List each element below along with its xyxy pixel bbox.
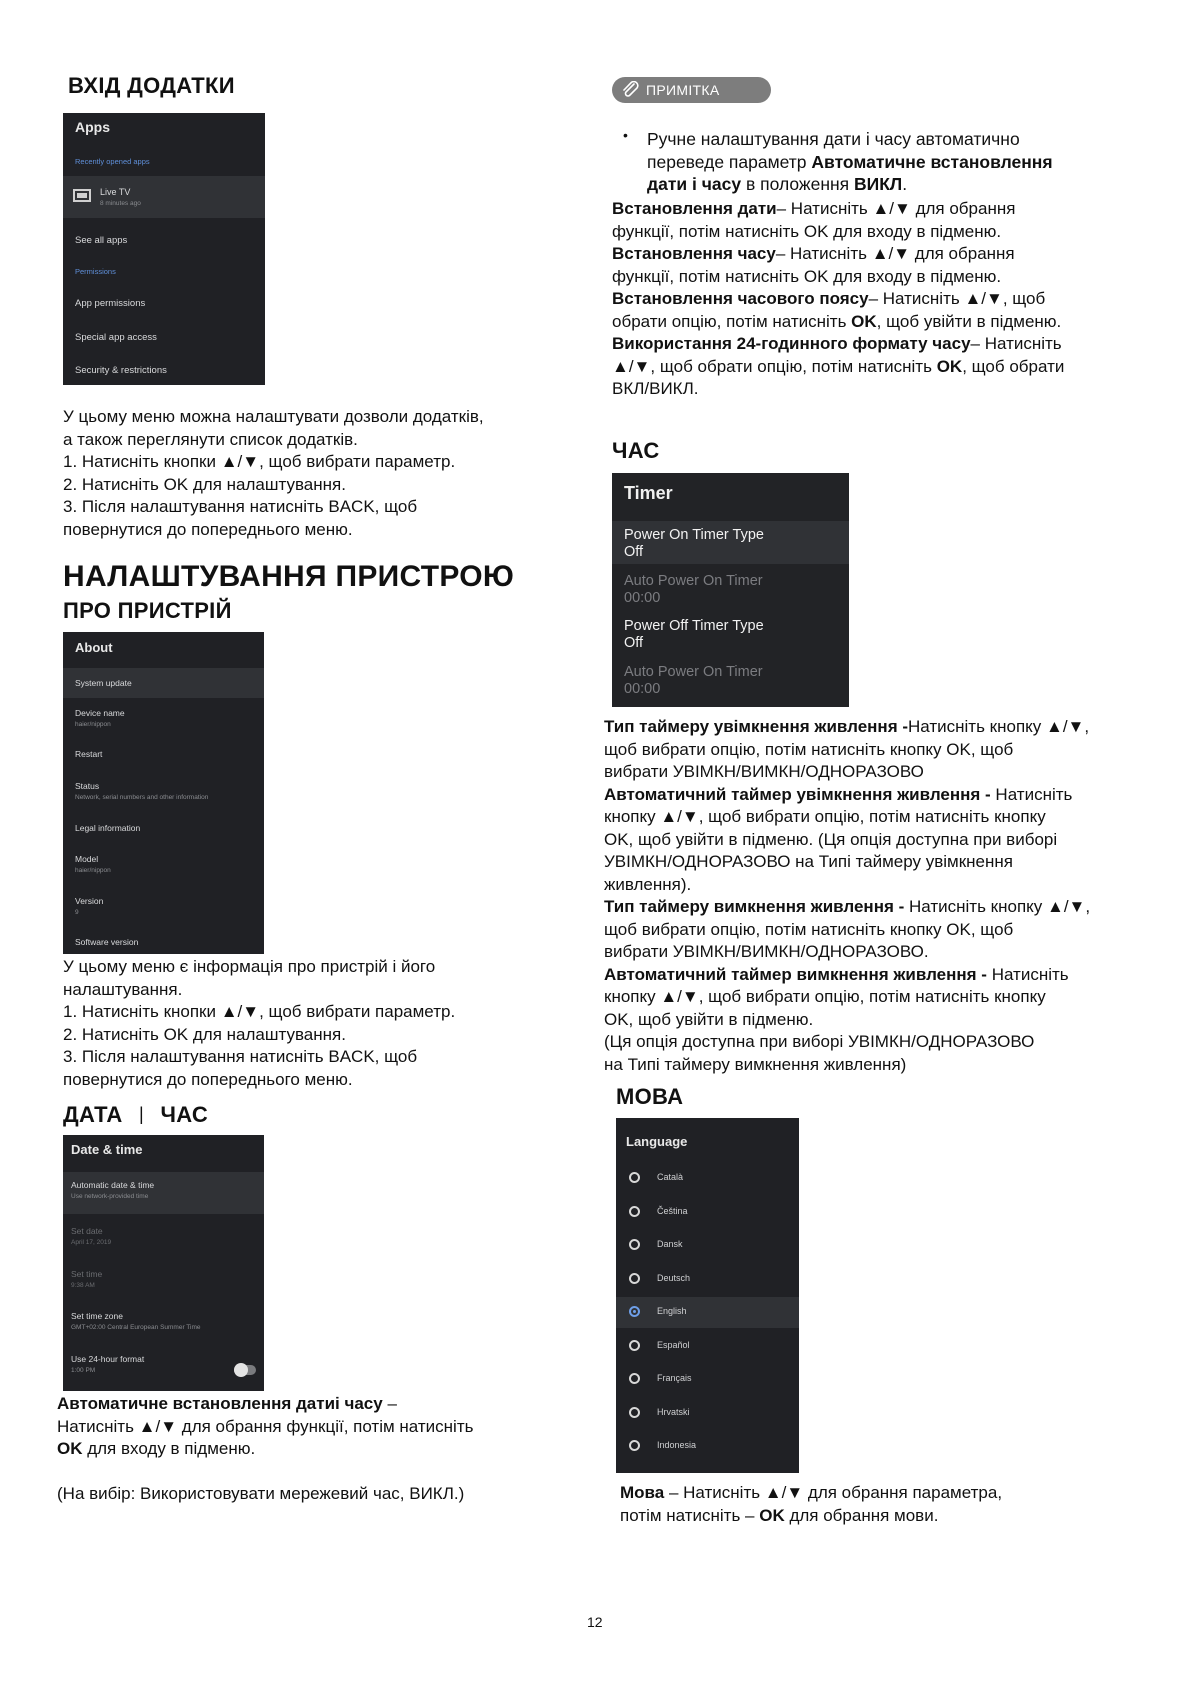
language-option	[616, 1230, 799, 1261]
about-screen-title: About	[75, 640, 113, 655]
recent-apps-category: Recently opened apps	[75, 157, 150, 166]
language-option-label: Čeština	[657, 1205, 688, 1216]
auto-power-off-timer: Auto Power On Timer 00:00	[624, 664, 763, 697]
language-option-label: English	[657, 1306, 687, 1316]
date-time-settings-text: Встановлення дати– Натисніть ▲/▼ для обрання функції, потім натисніть OK для входу в підменю. Встановлення часу– Натисніть ▲/▼ для обрання функції, потім натисніть OK для входу в підменю. Встановлення часового поясу– Натисніть ▲/▼, щоб обрати опцію, потім натисніть OK, щоб увійти в підменю. Використання 24-годинного формату часу– Натисніть ▲/▼, щоб обрати опцію, потім натисніть OK, щоб обрати ВКЛ/ВИКЛ.	[612, 199, 1065, 398]
apps-screenshot	[63, 113, 265, 385]
legal-information: Legal information	[75, 823, 141, 833]
radio-icon	[629, 1306, 640, 1317]
language-option-label: Indonesia	[657, 1440, 697, 1450]
radio-icon	[629, 1440, 640, 1451]
about-screenshot	[63, 632, 264, 954]
status: Status Network, serial numbers and other information	[75, 781, 209, 801]
language-option	[616, 1431, 799, 1462]
apps-screen-title: Apps	[75, 119, 110, 135]
note-bullet: •	[623, 127, 628, 143]
apps-description: У цьому меню можна налаштувати дозволи додатків, а також переглянути список додатків. 1. Натисніть кнопки ▲/▼, щоб вибрати параметр. 2. Натисніть OK для налаштування. 3. Після налаштування натисніть BACK, щоб повернутися до попереднього меню.	[63, 407, 484, 539]
software-version: Software version	[75, 937, 139, 947]
language-option-label: Deutsch	[657, 1272, 691, 1283]
special-app-access: Special app access	[75, 332, 157, 343]
language-option-label: Dansk	[657, 1239, 683, 1249]
permissions-category: Permissions	[75, 267, 116, 276]
live-tv-item	[63, 176, 265, 218]
page-number: 12	[587, 1614, 603, 1630]
see-all-apps: See all apps	[75, 235, 128, 246]
power-off-timer-type: Power Off Timer Type Off	[624, 618, 764, 651]
timer-screenshot	[612, 473, 849, 707]
language-option	[616, 1364, 799, 1395]
language-option	[616, 1163, 799, 1194]
auto-date-description: Автоматичне встановлення датиі часу – Натисніть ▲/▼ для обрання функції, потім натисніть OK для входу в підменю.	[57, 1394, 474, 1458]
language-description: Мова – Натисніть ▲/▼ для обрання параметра, потім натисніть – OK для обрання мови.	[620, 1483, 1003, 1525]
set-time: Set time 9:38 AM	[71, 1269, 103, 1289]
language-option-label: Català	[657, 1172, 684, 1182]
language-option	[616, 1331, 799, 1362]
radio-icon	[629, 1273, 640, 1284]
restart: Restart	[75, 749, 103, 759]
language-option	[616, 1297, 799, 1328]
live-tv-label: Live TV	[100, 187, 131, 197]
about-description: У цьому меню є інформація про пристрій і його налаштування. 1. Натисніть кнопки ▲/▼, щоб вибрати параметр. 2. Натисніть OK для налаштування. 3. Після налаштування натисніть BACK, щоб повернутися до попереднього меню.	[63, 957, 456, 1089]
app-permissions: App permissions	[75, 298, 146, 309]
radio-icon	[629, 1206, 640, 1217]
radio-icon	[629, 1407, 640, 1418]
about-heading: ПРО ПРИСТРІЙ	[63, 598, 232, 623]
use-24-hour-format: Use 24-hour format 1:00 PM	[71, 1354, 145, 1374]
radio-icon	[629, 1172, 640, 1183]
date-time-screenshot	[63, 1135, 264, 1391]
language-screenshot	[616, 1118, 799, 1473]
language-option-label: Français	[657, 1373, 692, 1383]
language-screen-title: Language	[626, 1134, 688, 1149]
language-option-label: Hrvatski	[657, 1406, 690, 1417]
language-option	[616, 1197, 799, 1228]
device-name: Device name haier/nippon	[75, 708, 125, 728]
model: Model haier/nippon	[75, 854, 111, 874]
set-date: Set date April 17, 2019	[71, 1226, 112, 1246]
system-update: System update	[75, 678, 132, 688]
auto-date-options: (На вибір: Використовувати мережевий час, ВИКЛ.)	[57, 1484, 465, 1503]
language-option	[616, 1398, 799, 1429]
auto-power-on-timer: Auto Power On Timer 00:00	[624, 573, 763, 606]
timer-heading: ЧАС	[612, 438, 660, 463]
set-time-zone: Set time zone GMT+02:00 Central European Summer Time	[71, 1311, 201, 1331]
paperclip-icon	[621, 81, 641, 99]
timer-description: Тип таймеру увімкнення живлення -Натисніть кнопку ▲/▼, щоб вибрати опцію, потім натисніть кнопку OK, щоб вибрати УВІМКН/ВИМКН/ОДНОРАЗОВО Автоматичний таймер увімкнення живлення - Натисніть кнопку ▲/▼, щоб вибрати опцію, потім натисніть кнопку OK, щоб увійти в підменю. (Ця опція доступна при виборі УВІМКН/ОДНОРАЗОВО на Типі таймеру увімкнення живлення). Тип таймеру вимкнення живлення - Натисніть кнопку ▲/▼, щоб вибрати опцію, потім натисніть кнопку OK, щоб вибрати УВІМКН/ВИМКН/ОДНОРАЗОВО. Автоматичний таймер вимкнення живлення - Натисніть кнопку ▲/▼, щоб вибрати опцію, потім натисніть кнопку OK, щоб увійти в підменю. (Ця опція доступна при виборі УВІМКН/ОДНОРАЗОВО на Типі таймеру вимкнення живлення)	[604, 717, 1091, 1074]
security-restrictions: Security & restrictions	[75, 365, 167, 376]
apps-heading: ВХІД ДОДАТКИ	[68, 73, 235, 98]
note-text: • Ручне налаштування дати і часу автоматично переведе параметр Автоматичне встановлення дати і часу в положення ВИКЛ.	[632, 128, 1053, 196]
date-screen-title: Date & time	[71, 1142, 143, 1157]
automatic-date-time: Automatic date & time Use network-provided time	[71, 1180, 155, 1200]
tv-icon	[73, 189, 91, 203]
live-tv-time: 8 minutes ago	[100, 200, 141, 207]
language-option	[616, 1264, 799, 1295]
device-settings-heading: НАЛАШТУВАННЯ ПРИСТРОЮ	[63, 560, 515, 593]
note-label: ПРИМІТКА	[612, 77, 771, 103]
date-time-heading: ДАТА | ЧАС	[63, 1102, 209, 1127]
language-option-label: Español	[657, 1339, 690, 1350]
version: Version 9	[75, 896, 104, 916]
language-heading: МОВА	[616, 1084, 684, 1109]
radio-icon	[629, 1239, 640, 1250]
timer-screen-title: Timer	[624, 483, 673, 503]
24-hour-toggle	[234, 1365, 256, 1375]
radio-icon	[629, 1373, 640, 1384]
power-on-timer-type: Power On Timer Type Off	[624, 527, 764, 560]
radio-icon	[629, 1340, 640, 1351]
